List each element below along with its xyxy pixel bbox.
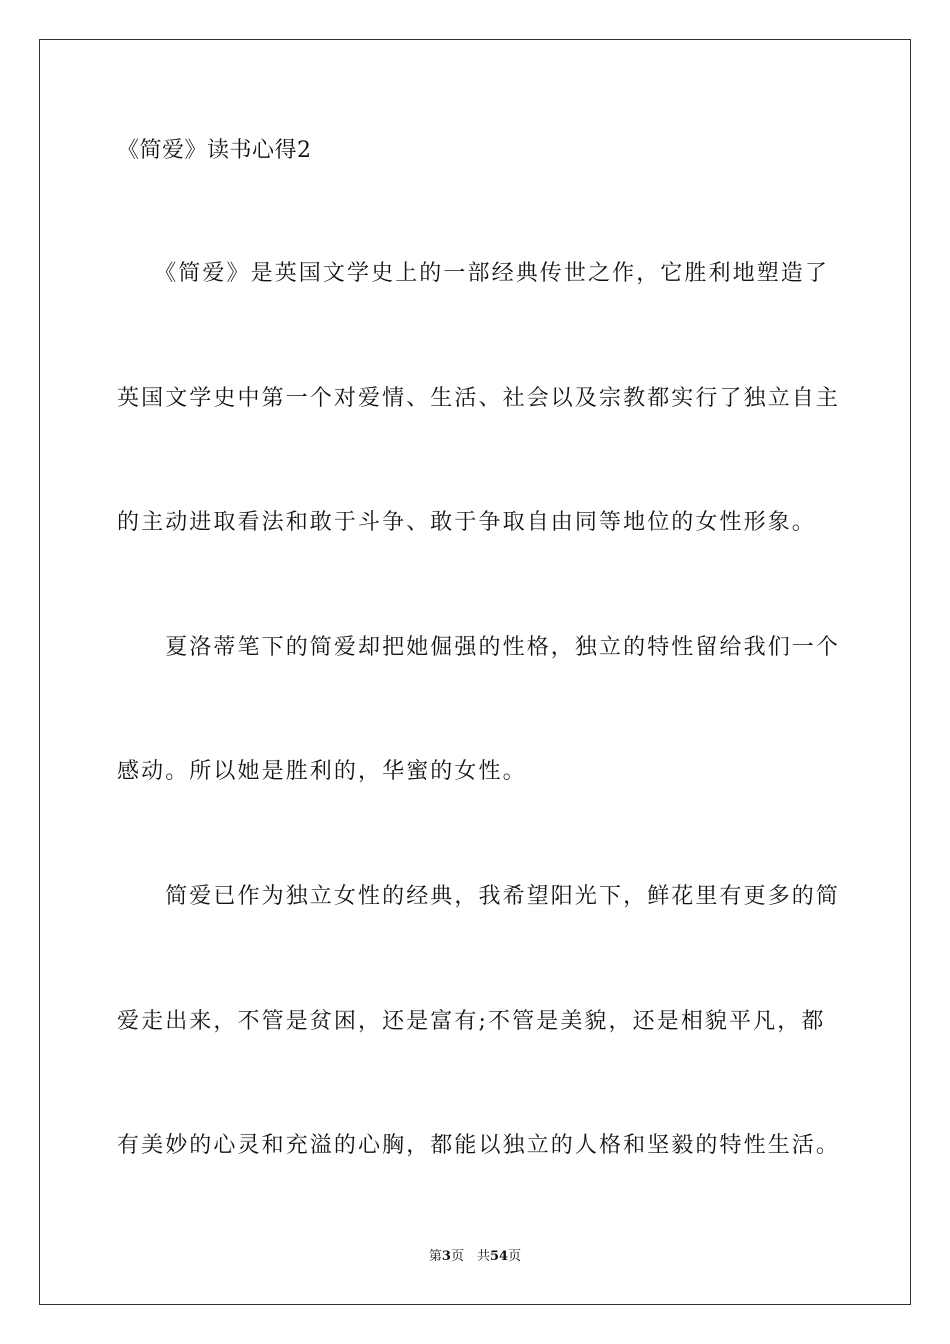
footer-middle: 页 共 — [450, 1249, 490, 1264]
total-pages: 54 — [489, 1249, 509, 1264]
paragraph-line: 的主动进取看法和敢于斗争、敢于争取自由同等地位的女性形象。 — [117, 510, 816, 535]
document-title: 《简爱》读书心得2 — [117, 138, 312, 163]
footer-suffix: 页 — [508, 1249, 522, 1264]
paragraph-line: 英国文学史中第一个对爱情、生活、社会以及宗教都实行了独立自主 — [117, 386, 841, 411]
page-frame — [39, 39, 911, 1305]
paragraph-line: 《简爱》是英国文学史上的一部经典传世之作，它胜利地塑造了 — [117, 261, 830, 286]
paragraph-line: 简爱已作为独立女性的经典，我希望阳光下，鲜花里有更多的简 — [117, 884, 841, 909]
page-number: 3 — [441, 1249, 451, 1264]
paragraph-line: 有美妙的心灵和充溢的心胸，都能以独立的人格和坚毅的特性生活。 — [117, 1133, 841, 1158]
paragraph-line: 夏洛蒂笔下的简爱却把她倔强的性格，独立的特性留给我们一个 — [117, 635, 841, 660]
page-footer — [0, 1248, 950, 1266]
paragraph-line: 爱走出来，不管是贫困，还是富有;不管是美貌，还是相貌平凡，都 — [117, 1009, 826, 1034]
paragraph-line: 感动。所以她是胜利的，华蜜的女性。 — [117, 759, 527, 784]
footer-prefix: 第 — [428, 1249, 442, 1264]
